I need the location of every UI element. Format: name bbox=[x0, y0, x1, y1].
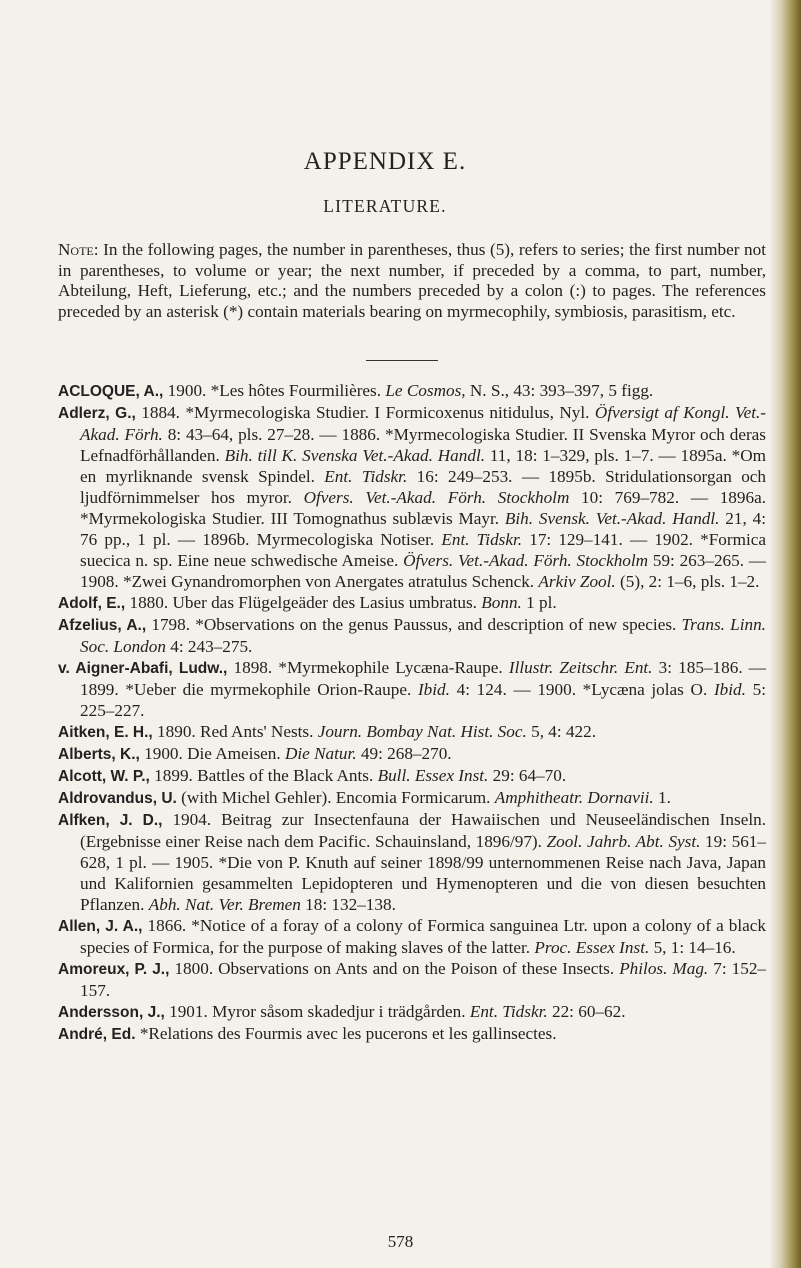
journal-title: Abh. Nat. Ver. Bremen bbox=[148, 895, 301, 914]
reference-text: 17: 129–141. — 1902. *Formica suecica n. sp. Eine neue schwedische Ameise. bbox=[80, 530, 766, 570]
reference-entry bbox=[58, 1023, 766, 1045]
section-heading: LITERATURE. bbox=[323, 196, 447, 216]
journal-title: Illustr. Zeitschr. Ent. bbox=[508, 658, 653, 677]
reference-text: 29: 64–70. bbox=[488, 766, 567, 785]
reference-text: 22: 60–62. bbox=[547, 1002, 626, 1021]
reference-entry bbox=[58, 743, 766, 765]
journal-title: Philos. Mag. bbox=[619, 959, 709, 978]
journal-title: Bih. till K. Svenska Vet.-Akad. Handl. bbox=[224, 446, 486, 465]
reference-text: N. S., 43: 393–397, 5 figg. bbox=[465, 381, 654, 400]
reference-text: 1798. *Observations on the genus Paussus, and description of new species. bbox=[146, 615, 682, 634]
note-text: In the following pages, the number in parentheses, thus (5), refers to series; the first number not in parentheses, to volume or year; the next number, if preceded by a comma, to part, number, Abteilung, Heft, Lieferung, etc.; and the numbers preceded by a colon (:) to pages. The references preceded by an asterisk (*) contain materials bearing on myrmecophily, symbiosis, parasitism, etc. bbox=[58, 240, 767, 321]
reference-text: 7: 152–157. bbox=[80, 959, 767, 1000]
reference-entry bbox=[58, 614, 766, 657]
divider bbox=[366, 360, 438, 361]
reference-text: (5), 2: 1–6, pls. 1–2. bbox=[615, 572, 760, 591]
reference-author: Afzelius, A., bbox=[58, 617, 147, 634]
reference-text: 1. bbox=[653, 788, 671, 807]
journal-title: Le Cosmos, bbox=[385, 381, 466, 400]
reference-entry bbox=[58, 915, 766, 958]
reference-text: 1899. Battles of the Black Ants. bbox=[149, 766, 378, 785]
reference-author: Aldrovandus, U. bbox=[58, 790, 177, 807]
journal-title: Ibid. bbox=[713, 680, 746, 699]
note-paragraph bbox=[58, 240, 766, 322]
reference-text: 1 pl. bbox=[521, 593, 557, 612]
reference-author: Adolf, E., bbox=[58, 595, 126, 612]
reference-text: 1884. *Myrmecologiska Studier. I Formicoxenus nitidulus, Nyl. bbox=[135, 403, 595, 422]
journal-title: Ent. Tidskr. bbox=[441, 530, 523, 549]
reference-author: Amoreux, P. J., bbox=[58, 961, 170, 978]
reference-list bbox=[58, 380, 766, 1045]
reference-author: Alfken, J. D., bbox=[58, 812, 163, 829]
journal-title: Journ. Bombay Nat. Hist. Soc. bbox=[317, 722, 527, 741]
reference-text: 21, 4: 76 pp., 1 pl. — 1896b. Myrmecologiska Notiser. bbox=[80, 509, 766, 549]
reference-text: 11, 18: 1–329, pls. 1–7. — 1895a. *Om en myrliknande svensk Spindel. bbox=[80, 446, 766, 486]
reference-text: 19: 561–628, 1 pl. — 1905. *Die von P. Knuth auf seiner 1898/99 unternommenen Reise nach Java, Japan und Kalifornien gesammelten Lepidopteren und Hymenopteren und die von diesen besuchten Pflanzen. bbox=[80, 832, 766, 914]
reference-text: 5, 4: 422. bbox=[526, 722, 597, 741]
journal-title: Ent. Tidskr. bbox=[469, 1002, 548, 1021]
reference-text: 1901. Myror såsom skadedjur i trädgården. bbox=[164, 1002, 470, 1021]
reference-text: 1900. *Les hôtes Fourmilières. bbox=[163, 381, 386, 400]
journal-title: Bull. Essex Inst. bbox=[377, 766, 489, 785]
reference-text: 1880. Uber das Flügelgeäder des Lasius umbratus. bbox=[125, 593, 482, 612]
reference-text: 1800. Observations on Ants and on the Poison of these Insects. bbox=[169, 959, 620, 978]
reference-text: 16: 249–253. — 1895b. Stridulationsorgan och ljudförnimmelser hos myror. bbox=[80, 467, 767, 507]
reference-author: Alberts, K., bbox=[58, 746, 140, 763]
journal-title: Ofvers. Vet.-Akad. Förh. Stockholm bbox=[303, 488, 570, 507]
reference-text: 10: 769–782. — 1896a. *Myrmekologiska Studier. III Tomognathus sublævis Mayr. bbox=[80, 488, 766, 528]
reference-text: 8: 43–64, pls. 27–28. — 1886. *Myrmecologiska Studier. II Svenska Myror och deras Lefnadförhållanden. bbox=[80, 425, 766, 465]
reference-text: 4: 124. — 1900. *Lycæna jolas O. bbox=[449, 680, 714, 699]
page-number: 578 bbox=[387, 1232, 414, 1251]
journal-title: Arkiv Zool. bbox=[538, 572, 616, 591]
reference-entry bbox=[58, 380, 766, 402]
reference-author: Aitken, E. H., bbox=[58, 724, 153, 741]
journal-title: Bih. Svensk. Vet.-Akad. Handl. bbox=[504, 509, 720, 528]
reference-author: André, Ed. bbox=[58, 1026, 136, 1043]
reference-text: 4: 243–275. bbox=[165, 637, 253, 656]
reference-text: 1890. Red Ants' Nests. bbox=[152, 722, 318, 741]
reference-text: 49: 268–270. bbox=[356, 744, 452, 763]
reference-text: 1904. Beitrag zur Insectenfauna der Hawaiischen und Neuseeländischen Inseln. (Ergebnisse einer Reise nach dem Pacific. Schauinsland, 1896/97). bbox=[80, 810, 766, 851]
journal-title: Ent. Tidskr. bbox=[324, 467, 408, 486]
journal-title: Zool. Jahrb. Abt. Syst. bbox=[546, 832, 701, 851]
reference-text: 1866. *Notice of a foray of a colony of Formica sanguinea Ltr. upon a colony of a black species of Formica, for the purpose of making slaves of the latter. bbox=[80, 916, 766, 957]
page-edge bbox=[769, 0, 801, 1268]
reference-text: 1898. *Myrmekophile Lycæna-Raupe. bbox=[227, 658, 509, 677]
reference-text: 5, 1: 14–16. bbox=[649, 938, 736, 957]
reference-text: 5: 225–227. bbox=[80, 680, 766, 720]
reference-entry bbox=[58, 809, 766, 915]
journal-title: Amphitheatr. Dornavii. bbox=[494, 788, 654, 807]
reference-entry bbox=[58, 787, 766, 809]
reference-entry bbox=[58, 765, 766, 787]
journal-title: Bonn. bbox=[481, 593, 522, 612]
reference-author: Adlerz, G., bbox=[58, 405, 136, 422]
reference-entry bbox=[58, 592, 766, 614]
reference-entry bbox=[58, 402, 766, 592]
journal-title: Öfversigt af Kongl. Vet.-Akad. Förh. bbox=[80, 403, 766, 444]
reference-entry bbox=[58, 657, 766, 721]
reference-entry bbox=[58, 958, 766, 1001]
note-label: Note: bbox=[58, 240, 99, 259]
reference-author: Andersson, J., bbox=[58, 1004, 165, 1021]
reference-text: (with Michel Gehler). Encomia Formicarum. bbox=[176, 788, 495, 807]
journal-title: Trans. Linn. Soc. London bbox=[80, 615, 766, 656]
reference-text: *Relations des Fourmis avec les pucerons et les gallinsectes. bbox=[135, 1024, 557, 1043]
reference-text: 18: 132–138. bbox=[300, 895, 396, 914]
journal-title: Öfvers. Vet.-Akad. Förh. Stockholm bbox=[403, 551, 649, 570]
reference-author: Allen, J. A., bbox=[58, 918, 143, 935]
journal-title: Proc. Essex Inst. bbox=[534, 938, 650, 957]
reference-author: Alcott, W. P., bbox=[58, 768, 150, 785]
reference-author: ACLOQUE, A., bbox=[58, 383, 164, 400]
appendix-heading: APPENDIX E. bbox=[303, 148, 467, 175]
journal-title: Die Natur. bbox=[284, 744, 357, 763]
reference-text: 59: 263–265. — 1908. *Zwei Gynandromorphen von Anergates atratulus Schenck. bbox=[80, 551, 766, 591]
journal-title: Ibid. bbox=[417, 680, 450, 699]
reference-text: 3: 185–186. — 1899. *Ueber die myrmekophile Orion-Raupe. bbox=[80, 658, 766, 699]
reference-entry bbox=[58, 721, 766, 743]
reference-text: 1900. Die Ameisen. bbox=[139, 744, 285, 763]
reference-author: v. Aigner-Abafi, Ludw., bbox=[58, 660, 228, 677]
reference-entry bbox=[58, 1001, 766, 1023]
